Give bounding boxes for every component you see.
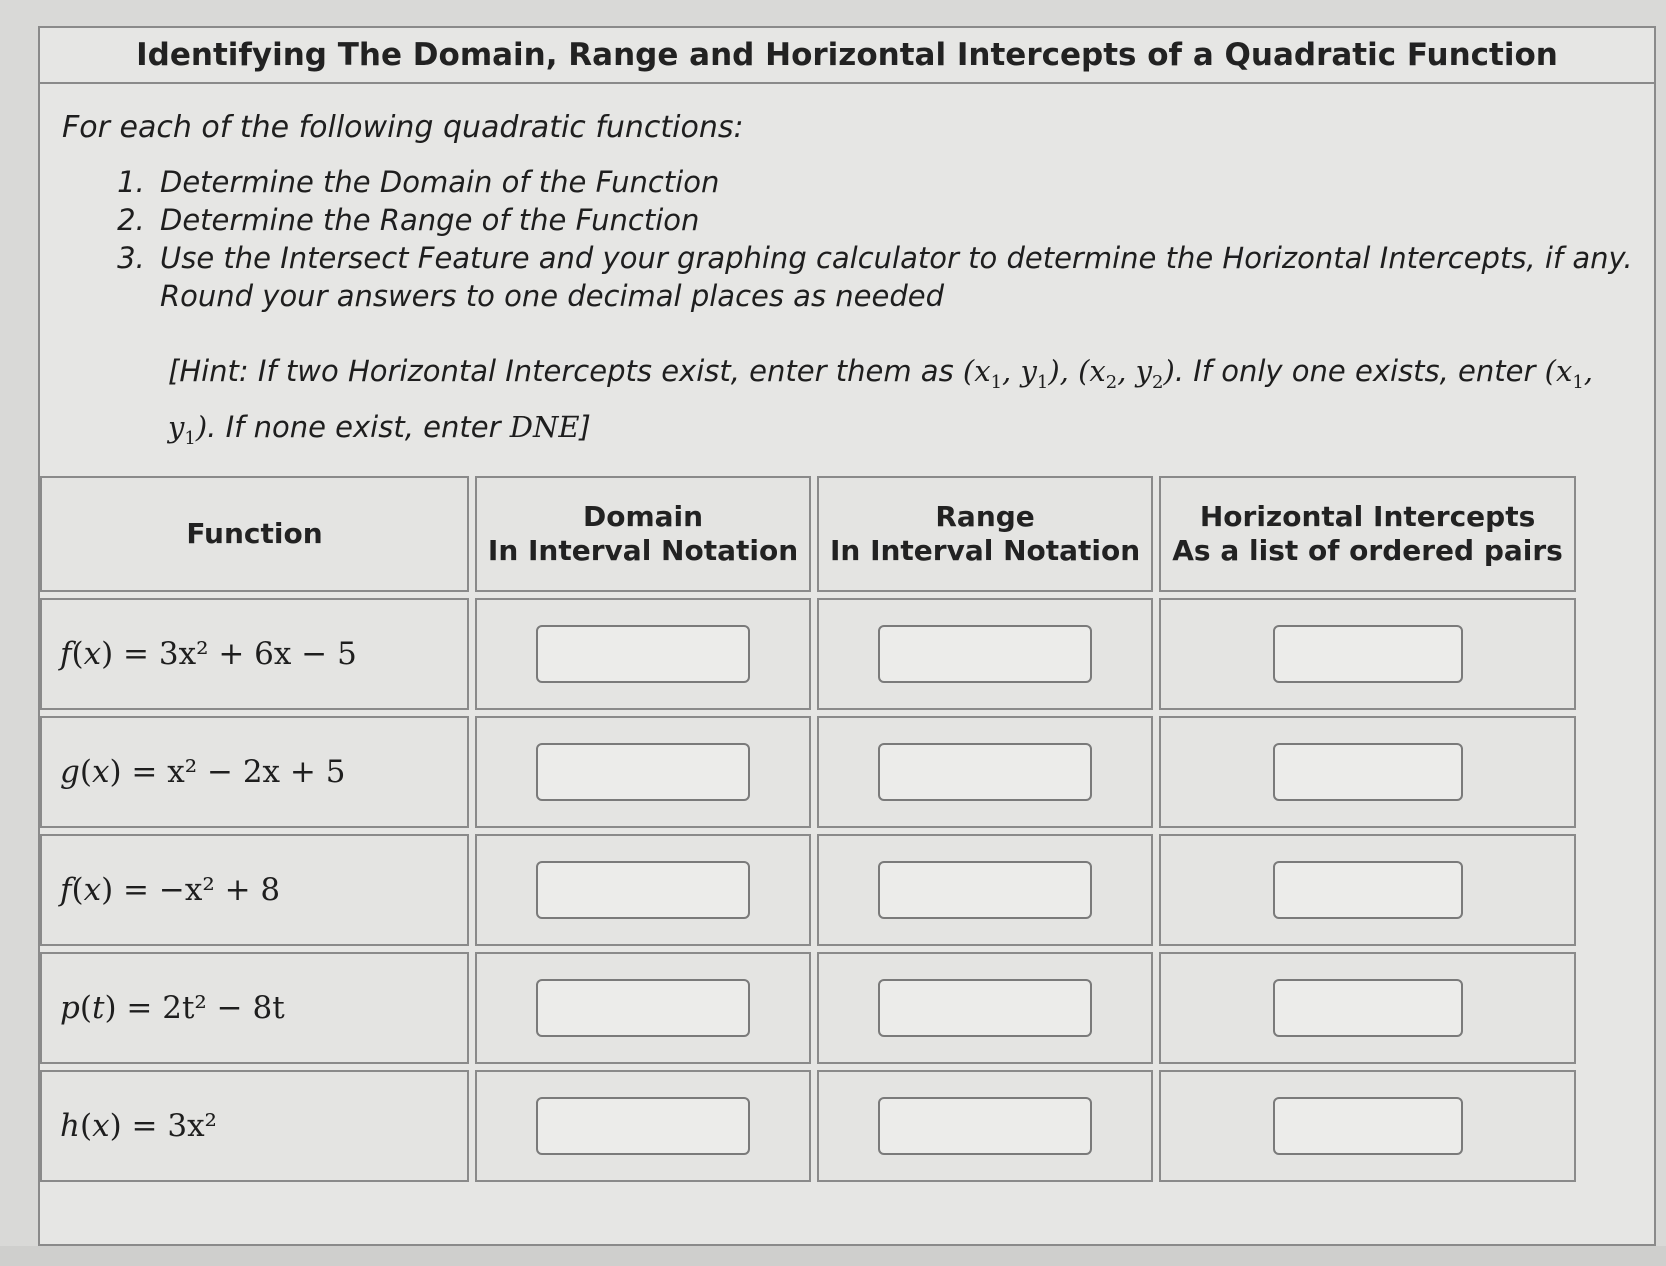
range-input[interactable] (878, 861, 1092, 919)
hint-pairs-two: ($x_1$, $y_1$), ($x_2$, $y_2$) (962, 354, 1175, 393)
steps-list (58, 163, 1636, 315)
intercepts-input[interactable] (1273, 743, 1463, 801)
header-row (40, 476, 1576, 592)
table-row (40, 1070, 1576, 1182)
hint-text (168, 349, 1606, 461)
intercepts-input[interactable] (1273, 861, 1463, 919)
function-cell: g(x) = x² − 2x + 5 (40, 716, 469, 828)
range-input[interactable] (878, 979, 1092, 1037)
range-input[interactable] (878, 743, 1092, 801)
page-title: Identifying The Domain, Range and Horizontal Intercepts of a Quadratic Function (40, 28, 1654, 84)
header-domain: Domain In Interval Notation (475, 476, 811, 592)
header-range: Range In Interval Notation (817, 476, 1153, 592)
table-row (40, 952, 1576, 1064)
answer-table (34, 470, 1582, 1188)
domain-input[interactable] (536, 979, 750, 1037)
intro-text: For each of the following quadratic functions: (62, 110, 744, 145)
instructions (40, 84, 1654, 461)
page-bottom-edge (0, 1246, 1666, 1266)
range-input[interactable] (878, 1097, 1092, 1155)
hint-part-1: [Hint: If two Horizontal Intercepts exist, enter them as (168, 354, 963, 388)
hint-dne: DNE (509, 409, 580, 444)
intercepts-input[interactable] (1273, 625, 1463, 683)
intercepts-input[interactable] (1273, 979, 1463, 1037)
table-row (40, 716, 1576, 828)
function-cell: f(x) = −x² + 8 (40, 834, 469, 946)
domain-input[interactable] (536, 743, 750, 801)
step-item: 2. Determine the Range of the Function (154, 201, 1636, 239)
hint-part-3: . If none exist, enter (207, 409, 510, 444)
step-item: 3. Use the Intersect Feature and your graphing calculator to determine the Horizontal Intercepts, if any. Round your answers to one decimal places as needed (154, 239, 1636, 315)
domain-input[interactable] (536, 861, 750, 919)
intercepts-input[interactable] (1273, 1097, 1463, 1155)
hint-part-2: . If only one exists, enter (1174, 354, 1545, 388)
function-cell: f(x) = 3x² + 6x − 5 (40, 598, 469, 710)
table-row (40, 598, 1576, 710)
step-item: 1. Determine the Domain of the Function (154, 163, 1636, 201)
header-function: Function (40, 476, 469, 592)
hint-close: ] (579, 409, 591, 444)
range-input[interactable] (878, 625, 1092, 683)
domain-input[interactable] (536, 625, 750, 683)
function-cell: h(x) = 3x² (40, 1070, 469, 1182)
header-intercepts: Horizontal Intercepts As a list of ordered pairs (1159, 476, 1576, 592)
domain-input[interactable] (536, 1097, 750, 1155)
table-row (40, 834, 1576, 946)
function-cell: p(t) = 2t² − 8t (40, 952, 469, 1064)
hint-pair-one: ($x_1$, $y_1$) (168, 354, 1593, 449)
